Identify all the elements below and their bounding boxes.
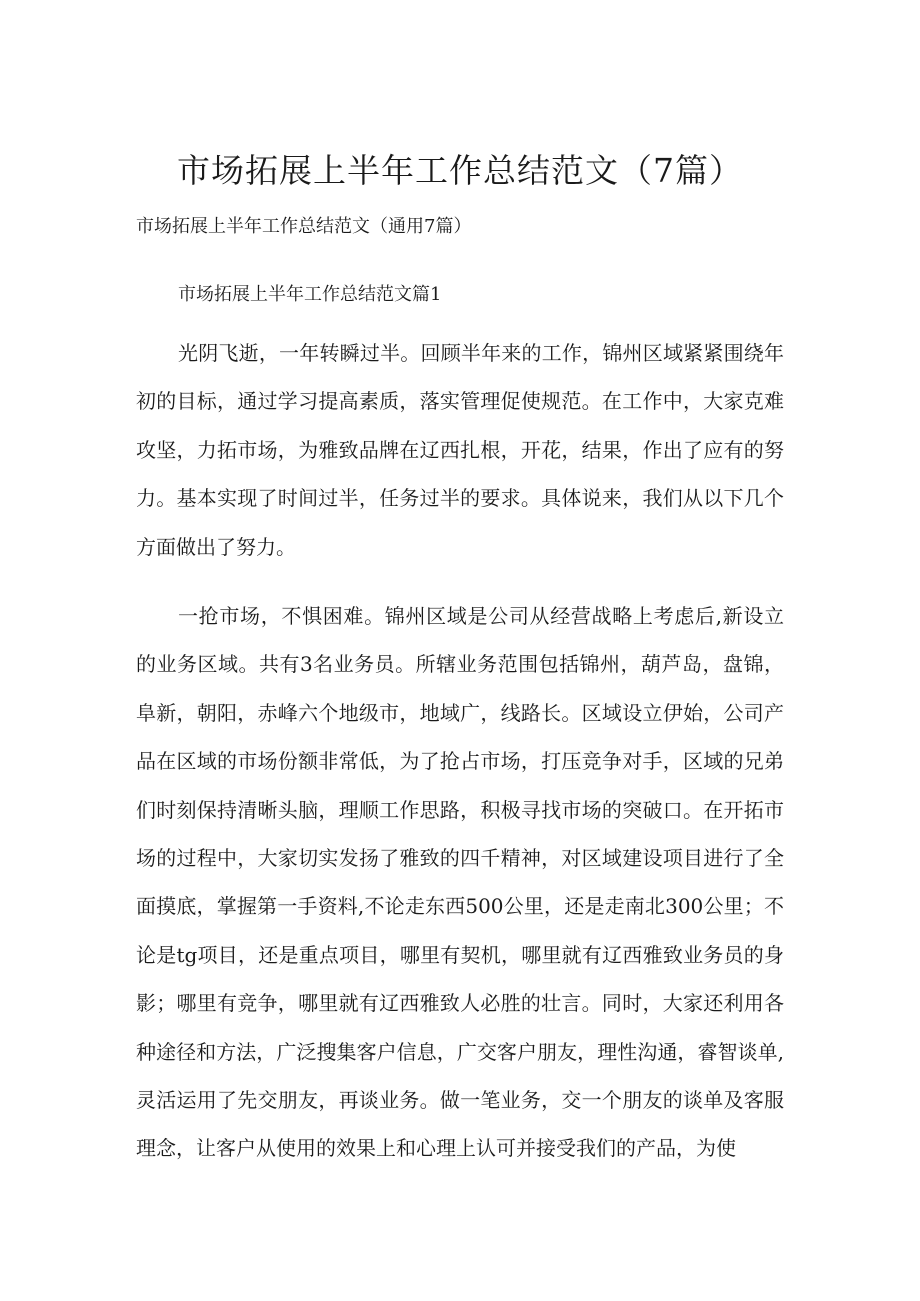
section-heading: 市场拓展上半年工作总结范文篇1 xyxy=(178,284,442,305)
body-paragraph: 光阴飞逝，一年转瞬过半。回顾半年来的工作，锦州区域紧紧围绕年初的目标，通过学习提高素质，落实管理促使规范。在工作中，大家克难攻坚，力拓市场，为雅致品牌在辽西扎根，开花，结果，作出了应有的努力。基本实现了时间过半，任务过半的要求。具体说来，我们从以下几个方面做出了努力。 xyxy=(136,341,784,559)
document-title: 市场拓展上半年工作总结范文（7篇） xyxy=(177,151,743,190)
body-paragraph: 一抢市场，不惧困难。锦州区域是公司从经营战略上考虑后,新设立的业务区域。共有3名业务员。所辖业务范围包括锦州，葫芦岛，盘锦，阜新，朝阳，赤峰六个地级市，地域广，线路长。区域设立伊始，公司产品在区域的市场份额非常低，为了抢占市场，打压竞争对手，区域的兄弟们时刻保持清晰头脑，理顺工作思路，积极寻找市场的突破口。在开拓市场的过程中，大家切实发扬了雅致的四千精神，对区域建设项目进行了全面摸底，掌握第一手资料,不论走东西500公里，还是走南北300公里；不论是tg项目，还是重点项目，哪里有契机，哪里就有辽西雅致业务员的身影；哪里有竞争，哪里就有辽西雅致人必胜的壮言。同时，大家还利用各种途径和方法，广泛搜集客户信息，广交客户朋友，理性沟通，睿智谈单,灵活运用了先交朋友，再谈业务。做一笔业务，交一个朋友的谈单及客服理念，让客户从使用的效果上和心理上认可并接受我们的产品，为使 xyxy=(136,604,784,1161)
document-subtitle: 市场拓展上半年工作总结范文（通用7篇） xyxy=(136,216,472,237)
